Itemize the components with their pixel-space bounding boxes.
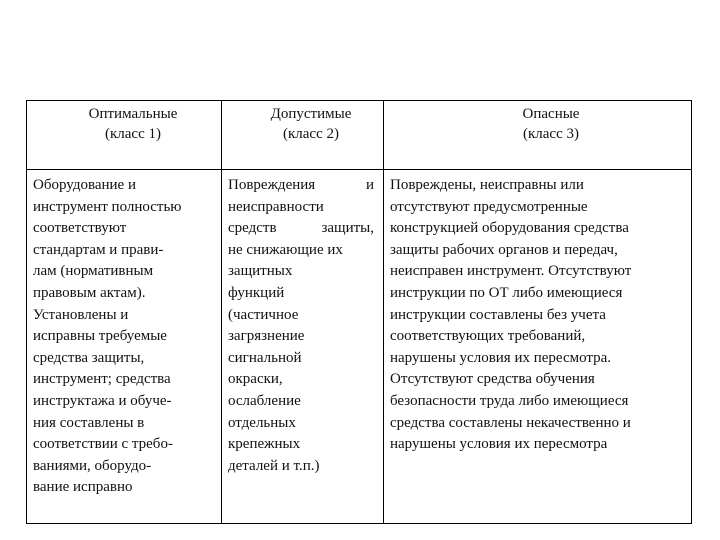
- text-line: неисправен инструмент. Отсутствуют: [390, 263, 632, 280]
- text-line: отсутствуют предусмотренные: [390, 198, 588, 215]
- text-line: инструкции по ОТ либо имеющиеся: [390, 284, 623, 301]
- text-line: отдельных: [228, 414, 296, 431]
- header-optimal-class: (класс 1): [105, 126, 161, 142]
- text-line: (частичное: [228, 306, 299, 323]
- text-line: Отсутствуют средства обучения: [390, 371, 595, 388]
- header-divider: [26, 169, 692, 170]
- cell-dangerous-description: [390, 175, 686, 456]
- header-acceptable: [236, 104, 386, 144]
- text-line: деталей и т.п.): [228, 457, 320, 474]
- text-line: окраски,: [228, 371, 283, 388]
- text-line: инструктажа и обуче-: [33, 392, 172, 409]
- text-line: Установлены и: [33, 306, 129, 323]
- text-line: сигнальной: [228, 349, 302, 366]
- text-line: стандартам и прави-: [33, 241, 164, 258]
- header-dangerous-name: Опасные: [522, 106, 580, 122]
- header-acceptable-name: Допустимые: [270, 106, 352, 122]
- column-divider-1: [221, 100, 222, 524]
- text-line: инструмент полностью: [33, 198, 182, 215]
- text-line: конструкцией оборудования средства: [390, 220, 629, 237]
- text-line: нарушены условия их пересмотра.: [390, 349, 612, 366]
- column-divider-2: [383, 100, 384, 524]
- cell-optimal-description: [33, 175, 216, 499]
- text-line: ослабление: [228, 392, 301, 409]
- header-optimal: [58, 104, 208, 144]
- header-optimal-name: Оптимальные: [88, 106, 178, 122]
- text-line: [228, 218, 374, 240]
- text-line: вание исправно: [33, 479, 133, 496]
- text-line: крепежных: [228, 436, 301, 453]
- text-line: правовым актам).: [33, 284, 146, 301]
- text-line: инструмент; средства: [33, 371, 171, 388]
- text-line: соответствуют: [33, 220, 127, 237]
- text-word: защиты,: [321, 220, 374, 237]
- header-acceptable-class: (класс 2): [283, 126, 339, 142]
- text-line: нарушены условия их пересмотра: [390, 436, 608, 453]
- text-line: безопасности труда либо имеющиеся: [390, 392, 629, 409]
- text-line: неисправности: [228, 198, 324, 215]
- header-dangerous-class: (класс 3): [523, 126, 579, 142]
- text-line: загрязнение: [228, 328, 305, 345]
- text-word: и: [365, 177, 374, 193]
- text-line: Оборудование и: [33, 177, 136, 193]
- text-line: функций: [228, 284, 285, 301]
- text-word: Повреждения: [228, 177, 316, 193]
- cell-acceptable-description: [228, 175, 374, 477]
- text-line: не снижающие их: [228, 241, 343, 258]
- text-line: соответствующих требований,: [390, 328, 586, 345]
- text-line: средства защиты,: [33, 349, 145, 366]
- text-line: инструкции составлены без учета: [390, 306, 606, 323]
- text-word: средств: [228, 220, 277, 237]
- text-line: ваниями, оборудо-: [33, 457, 152, 474]
- header-dangerous: [476, 104, 626, 144]
- text-line: лам (нормативным: [33, 263, 154, 280]
- text-line: соответствии с требо-: [33, 436, 173, 453]
- text-line: [228, 175, 374, 197]
- text-line: защитных: [228, 263, 293, 280]
- text-line: средства составлены некачественно и: [390, 414, 631, 431]
- text-line: Повреждены, неисправны или: [390, 177, 584, 193]
- text-line: ния составлены в: [33, 414, 145, 431]
- text-line: защиты рабочих органов и передач,: [390, 241, 618, 258]
- text-line: исправны требуемые: [33, 328, 167, 345]
